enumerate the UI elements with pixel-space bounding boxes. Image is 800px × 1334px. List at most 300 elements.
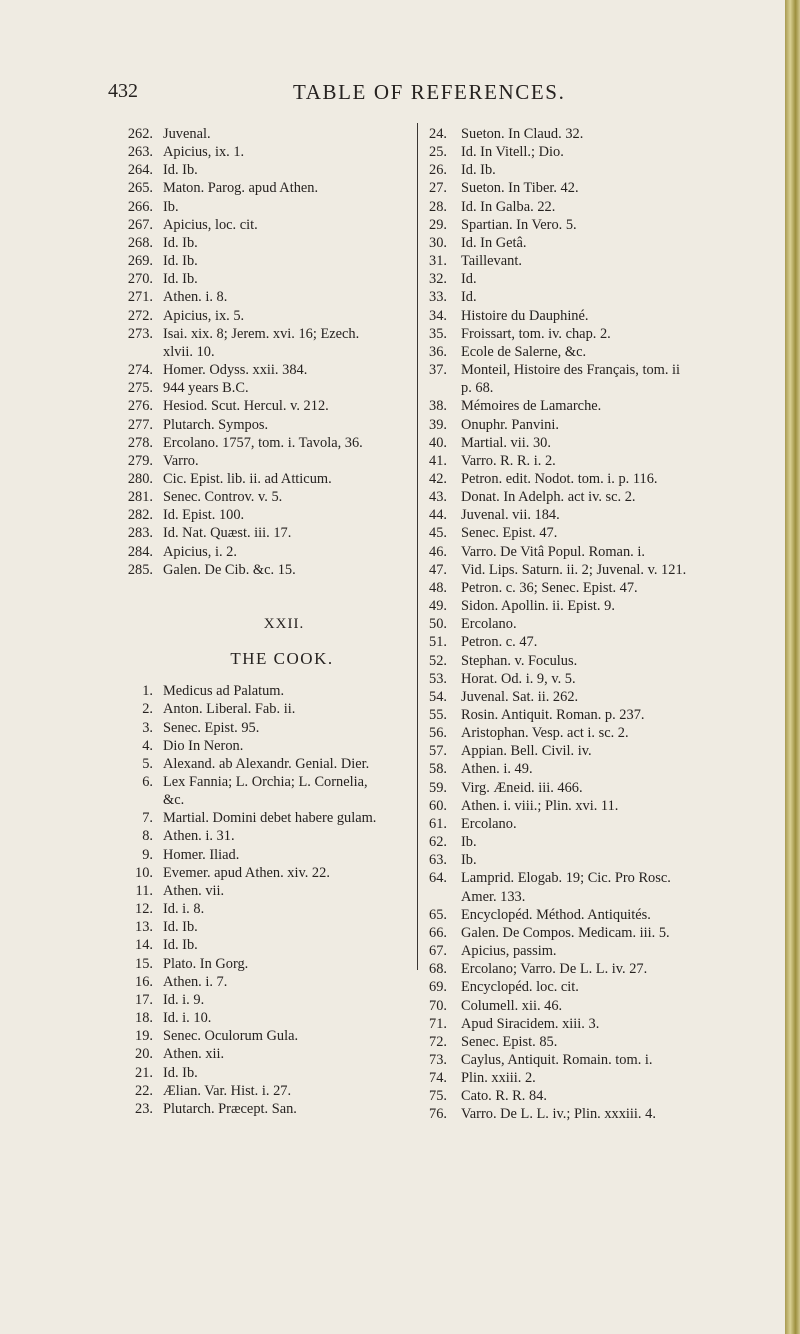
reference-number: 29. (429, 216, 447, 233)
page-number: 432 (108, 80, 138, 102)
reference-number: 3. (142, 719, 153, 736)
reference-text: Virg. Æneid. iii. 466. (461, 779, 583, 796)
reference-entry (425, 288, 780, 306)
reference-text: Senec. Controv. v. 5. (163, 489, 283, 506)
reference-number: 41. (429, 452, 447, 469)
reference-number: 76. (429, 1106, 447, 1123)
reference-text: Id. (461, 289, 477, 306)
reference-number: 27. (429, 180, 447, 197)
reference-text: Stephan. v. Foculus. (461, 652, 578, 669)
reference-entry (114, 488, 414, 506)
reference-number: 269. (127, 253, 153, 270)
reference-text: Martial. Domini debet habere gulam. (163, 810, 377, 827)
reference-number: 22. (135, 1082, 153, 1099)
reference-number: 276. (127, 398, 153, 415)
reference-number: 14. (135, 937, 153, 954)
reference-text: Id. Nat. Quæst. iii. 17. (163, 525, 292, 542)
reference-entry (425, 742, 780, 760)
reference-text: Ib. (461, 834, 477, 851)
reference-text: Vid. Lips. Saturn. ii. 2; Juvenal. v. 121. (461, 561, 687, 578)
reference-number: 50. (429, 616, 447, 633)
reference-number: 15. (135, 955, 153, 972)
reference-entry (425, 724, 780, 742)
reference-text: Appian. Bell. Civil. iv. (461, 743, 592, 760)
reference-number: 9. (142, 846, 153, 863)
reference-text: Hesiod. Scut. Hercul. v. 212. (163, 398, 329, 415)
reference-number: 274. (127, 362, 153, 379)
reference-text: Caylus, Antiquit. Romain. tom. i. (461, 1051, 653, 1068)
reference-number: 277. (127, 416, 153, 433)
reference-text: Evemer. apud Athen. xiv. 22. (163, 864, 330, 881)
reference-number: 48. (429, 579, 447, 596)
reference-number: 36. (429, 343, 447, 360)
reference-text: Senec. Epist. 47. (461, 525, 558, 542)
reference-text: Histoire du Dauphiné. (461, 307, 589, 324)
reference-entry (425, 125, 780, 143)
reference-entry (425, 270, 780, 288)
reference-entry (425, 760, 780, 778)
reference-text: Ælian. Var. Hist. i. 27. (163, 1082, 292, 1099)
reference-entry (425, 343, 780, 361)
section-number: XXII. (263, 615, 305, 632)
reference-entry (114, 682, 414, 700)
reference-number: 279. (127, 452, 153, 469)
reference-entry (425, 506, 780, 524)
reference-text: Id. In Vitell.; Dio. (461, 144, 564, 161)
reference-number: 7. (142, 810, 153, 827)
reference-number: 271. (127, 289, 153, 306)
reference-text: Homer. Odyss. xxii. 384. (163, 362, 308, 379)
reference-text: Senec. Epist. 85. (461, 1033, 558, 1050)
reference-text-continued: &c. (163, 792, 185, 809)
section-title: THE COOK. (230, 649, 334, 669)
reference-number: 49. (429, 598, 447, 615)
reference-text: Athen. vii. (163, 882, 225, 899)
reference-entry (425, 851, 780, 869)
reference-entry (425, 161, 780, 179)
reference-text: Apicius, passim. (461, 943, 557, 960)
reference-text: Apicius, ix. 1. (163, 144, 245, 161)
reference-number: 265. (127, 180, 153, 197)
reference-entry (114, 161, 414, 179)
reference-entry (114, 379, 414, 397)
reference-text: Donat. In Adelph. act iv. sc. 2. (461, 489, 636, 506)
reference-text: Athen. i. 31. (163, 828, 235, 845)
reference-number: 263. (127, 144, 153, 161)
reference-entry (425, 524, 780, 542)
reference-text: Apud Siracidem. xiii. 3. (461, 1015, 600, 1032)
reference-number: 44. (429, 507, 447, 524)
reference-number: 17. (135, 991, 153, 1008)
reference-entry (425, 234, 780, 252)
reference-number: 28. (429, 198, 447, 215)
reference-number: 25. (429, 144, 447, 161)
reference-number: 46. (429, 543, 447, 560)
reference-number: 26. (429, 162, 447, 179)
reference-entry (425, 434, 780, 452)
reference-number: 61. (429, 815, 447, 832)
reference-entry (114, 543, 414, 561)
reference-text: Id. (461, 271, 477, 288)
reference-number: 38. (429, 398, 447, 415)
reference-text: Juvenal. Sat. ii. 262. (461, 688, 579, 705)
reference-number: 34. (429, 307, 447, 324)
reference-number: 67. (429, 943, 447, 960)
reference-number: 74. (429, 1070, 447, 1087)
reference-entry (425, 1051, 780, 1069)
reference-entry (425, 633, 780, 651)
reference-number: 13. (135, 919, 153, 936)
reference-entry (425, 652, 780, 670)
reference-number: 266. (127, 198, 153, 215)
reference-entry (114, 1027, 414, 1045)
reference-text: Lex Fannia; L. Orchia; L. Cornelia, (163, 774, 368, 790)
reference-text: Galen. De Cib. &c. 15. (163, 561, 296, 578)
reference-entry (425, 779, 780, 797)
reference-list-bottom (114, 682, 414, 1118)
reference-entry (114, 288, 414, 306)
reference-number: 66. (429, 924, 447, 941)
reference-number: 42. (429, 470, 447, 487)
reference-text: Id. Ib. (163, 1064, 198, 1081)
reference-entry (114, 991, 414, 1009)
reference-text: Lamprid. Elogab. 19; Cic. Pro Rosc. (461, 870, 671, 887)
reference-text: Dio In Neron. (163, 737, 244, 754)
reference-entry (114, 737, 414, 755)
reference-number: 16. (135, 973, 153, 990)
reference-number: 39. (429, 416, 447, 433)
reference-entry (114, 452, 414, 470)
reference-text: Anton. Liberal. Fab. ii. (163, 701, 296, 718)
reference-entry (114, 470, 414, 488)
reference-text: Juvenal. vii. 184. (461, 507, 560, 524)
reference-text: Athen. i. 7. (163, 973, 228, 990)
reference-entry (114, 918, 414, 936)
reference-text: Apicius, i. 2. (163, 543, 237, 560)
reference-entry (114, 955, 414, 973)
reference-entry (425, 216, 780, 234)
reference-entry (425, 670, 780, 688)
reference-entry (425, 597, 780, 615)
reference-entry (114, 973, 414, 991)
reference-number: 47. (429, 561, 447, 578)
page-edge (785, 0, 800, 1334)
reference-text: Ib. (461, 852, 477, 869)
reference-number: 64. (429, 870, 447, 887)
reference-entry (114, 773, 414, 809)
reference-entry (114, 1009, 414, 1027)
reference-entry (425, 906, 780, 924)
reference-number: 278. (127, 434, 153, 451)
reference-text: Mémoires de Lamarche. (461, 398, 602, 415)
reference-text: Juvenal. (163, 126, 211, 142)
reference-number: 268. (127, 234, 153, 251)
reference-number: 57. (429, 743, 447, 760)
reference-text: Varro. De L. L. iv.; Plin. xxxiii. 4. (461, 1106, 656, 1123)
reference-text: Ecole de Salerne, &c. (461, 343, 587, 360)
reference-text: Id. Ib. (163, 919, 198, 936)
reference-text: Petron. edit. Nodot. tom. i. p. 116. (461, 470, 658, 487)
reference-number: 18. (135, 1010, 153, 1027)
reference-text: Medicus ad Palatum. (163, 683, 285, 700)
reference-entry (114, 416, 414, 434)
reference-entry (425, 397, 780, 415)
reference-entry (114, 561, 414, 579)
reference-number: 60. (429, 797, 447, 814)
page-title: TABLE OF REFERENCES. (293, 80, 566, 104)
reference-text: Maton. Parog. apud Athen. (163, 180, 319, 197)
reference-text: Id. Ib. (163, 234, 198, 251)
reference-number: 43. (429, 489, 447, 506)
reference-entry (114, 325, 414, 361)
reference-number: 284. (127, 543, 153, 560)
reference-entry (425, 452, 780, 470)
reference-text: Varro. (163, 452, 199, 469)
reference-number: 272. (127, 307, 153, 324)
reference-text: Id. Ib. (163, 253, 198, 270)
reference-entry (425, 942, 780, 960)
reference-text: Plin. xxiii. 2. (461, 1070, 536, 1087)
reference-text: Martial. vii. 30. (461, 434, 551, 451)
reference-text: Homer. Iliad. (163, 846, 240, 863)
reference-text: Petron. c. 47. (461, 634, 538, 651)
reference-entry (425, 579, 780, 597)
reference-entry (114, 864, 414, 882)
reference-number: 270. (127, 271, 153, 288)
reference-text: Onuphr. Panvini. (461, 416, 559, 433)
reference-entry (425, 833, 780, 851)
reference-text: Columell. xii. 46. (461, 997, 563, 1014)
reference-entry (114, 827, 414, 845)
reference-entry (114, 524, 414, 542)
reference-text: Aristophan. Vesp. act i. sc. 2. (461, 725, 629, 742)
reference-text: Petron. c. 36; Senec. Epist. 47. (461, 579, 638, 596)
reference-entry (425, 470, 780, 488)
reference-number: 280. (127, 470, 153, 487)
reference-text: Id. Ib. (163, 937, 198, 954)
reference-entry (425, 179, 780, 197)
reference-text: Athen. i. 8. (163, 289, 228, 306)
reference-number: 267. (127, 216, 153, 233)
reference-entry (114, 179, 414, 197)
reference-entry (425, 924, 780, 942)
reference-text: Isai. xix. 8; Jerem. xvi. 16; Ezech. (163, 325, 360, 342)
reference-number: 19. (135, 1028, 153, 1045)
reference-text: Monteil, Histoire des Français, tom. ii (461, 362, 681, 379)
reference-number: 20. (135, 1046, 153, 1063)
reference-text: Senec. Epist. 95. (163, 719, 260, 736)
reference-number: 21. (135, 1064, 153, 1081)
page-header (0, 80, 785, 110)
reference-list-top (114, 125, 414, 579)
reference-number: 70. (429, 997, 447, 1014)
reference-text: Id. i. 10. (163, 1010, 212, 1027)
reference-text-continued: Amer. 133. (461, 888, 526, 905)
reference-entry (425, 543, 780, 561)
reference-text: Ercolano. (461, 815, 517, 832)
reference-text: Plutarch. Sympos. (163, 416, 269, 433)
reference-entry (114, 700, 414, 718)
reference-number: 285. (127, 561, 153, 578)
reference-entry (425, 325, 780, 343)
reference-number: 282. (127, 507, 153, 524)
reference-number: 53. (429, 670, 447, 687)
reference-number: 51. (429, 634, 447, 651)
reference-text: Plato. In Gorg. (163, 955, 249, 972)
reference-text: 944 years B.C. (163, 380, 249, 397)
reference-number: 6. (142, 774, 153, 790)
reference-entry (425, 797, 780, 815)
reference-number: 275. (127, 380, 153, 397)
reference-entry (425, 1033, 780, 1051)
reference-number: 69. (429, 979, 447, 996)
reference-text: Ib. (163, 198, 179, 215)
reference-text: Id. Ib. (461, 162, 496, 179)
reference-number: 12. (135, 901, 153, 918)
reference-text: Encyclopéd. loc. cit. (461, 979, 579, 996)
reference-text: Horat. Od. i. 9, v. 5. (461, 670, 576, 687)
reference-text-continued: p. 68. (461, 380, 494, 397)
reference-number: 33. (429, 289, 447, 306)
reference-text: Cic. Epist. lib. ii. ad Atticum. (163, 470, 332, 487)
reference-number: 30. (429, 234, 447, 251)
reference-text-continued: xlvii. 10. (163, 343, 215, 360)
reference-text: Rosin. Antiquit. Roman. p. 237. (461, 707, 645, 723)
reference-number: 40. (429, 434, 447, 451)
reference-text: Sueton. In Tiber. 42. (461, 180, 579, 197)
reference-number: 73. (429, 1051, 447, 1068)
reference-text: Id. Ib. (163, 271, 198, 288)
reference-text: Id. i. 9. (163, 991, 205, 1008)
reference-text: Senec. Oculorum Gula. (163, 1028, 299, 1045)
reference-number: 1. (142, 683, 153, 700)
reference-entry (425, 143, 780, 161)
reference-list-right (425, 125, 780, 1124)
reference-entry (114, 719, 414, 737)
left-column (114, 125, 414, 1118)
reference-entry (425, 706, 780, 724)
reference-entry (114, 397, 414, 415)
reference-number: 55. (429, 707, 447, 723)
reference-text: Apicius, loc. cit. (163, 216, 258, 233)
reference-entry (425, 198, 780, 216)
reference-number: 283. (127, 525, 153, 542)
reference-number: 32. (429, 271, 447, 288)
reference-entry (114, 846, 414, 864)
reference-number: 65. (429, 906, 447, 923)
reference-entry (114, 198, 414, 216)
reference-text: Id. i. 8. (163, 901, 205, 918)
reference-number: 264. (127, 162, 153, 179)
reference-text: Varro. R. R. i. 2. (461, 452, 556, 469)
reference-entry (114, 361, 414, 379)
reference-text: Ercolano. (461, 616, 517, 633)
reference-entry (425, 1015, 780, 1033)
reference-number: 75. (429, 1088, 447, 1105)
reference-entry (425, 561, 780, 579)
reference-number: 10. (135, 864, 153, 881)
reference-entry (425, 1105, 780, 1123)
reference-number: 71. (429, 1015, 447, 1032)
reference-entry (114, 755, 414, 773)
reference-number: 54. (429, 688, 447, 705)
reference-number: 11. (135, 882, 153, 899)
reference-number: 59. (429, 779, 447, 796)
reference-number: 37. (429, 362, 447, 379)
reference-text: Spartian. In Vero. 5. (461, 216, 577, 233)
reference-entry (114, 434, 414, 452)
reference-text: Cato. R. R. 84. (461, 1088, 547, 1105)
reference-number: 2. (142, 701, 153, 718)
reference-entry (425, 488, 780, 506)
reference-entry (425, 815, 780, 833)
reference-entry (425, 997, 780, 1015)
reference-text: Alexand. ab Alexandr. Genial. Dier. (163, 755, 370, 772)
reference-number: 24. (429, 126, 447, 142)
reference-entry (425, 869, 780, 905)
reference-entry (114, 882, 414, 900)
reference-entry (425, 978, 780, 996)
reference-text: Encyclopéd. Méthod. Antiquités. (461, 906, 651, 923)
reference-text: Ercolano; Varro. De L. L. iv. 27. (461, 961, 648, 978)
reference-text: Athen. i. viii.; Plin. xvi. 11. (461, 797, 619, 814)
reference-number: 45. (429, 525, 447, 542)
reference-number: 68. (429, 961, 447, 978)
reference-entry (425, 1087, 780, 1105)
reference-entry (114, 1045, 414, 1063)
right-column (417, 123, 780, 1123)
reference-entry (114, 143, 414, 161)
reference-number: 281. (127, 489, 153, 506)
reference-number: 8. (142, 828, 153, 845)
reference-text: Athen. xii. (163, 1046, 225, 1063)
reference-entry (114, 307, 414, 325)
reference-entry (114, 270, 414, 288)
reference-entry (114, 936, 414, 954)
reference-number: 62. (429, 834, 447, 851)
reference-number: 58. (429, 761, 447, 778)
reference-entry (425, 252, 780, 270)
reference-number: 23. (135, 1100, 153, 1117)
reference-text: Apicius, ix. 5. (163, 307, 245, 324)
reference-text: Froissart, tom. iv. chap. 2. (461, 325, 611, 342)
reference-text: Varro. De Vitâ Popul. Roman. i. (461, 543, 645, 560)
reference-entry (114, 1064, 414, 1082)
reference-number: 262. (127, 126, 153, 142)
reference-text: Id. In Galba. 22. (461, 198, 556, 215)
reference-entry (114, 125, 414, 143)
reference-text: Sueton. In Claud. 32. (461, 126, 584, 142)
reference-entry (114, 252, 414, 270)
reference-entry (425, 688, 780, 706)
reference-number: 4. (142, 737, 153, 754)
reference-text: Plutarch. Præcept. San. (163, 1100, 297, 1117)
reference-number: 31. (429, 253, 447, 270)
reference-entry (425, 1069, 780, 1087)
reference-text: Id. In Getâ. (461, 234, 527, 251)
reference-entry (425, 307, 780, 325)
reference-number: 72. (429, 1033, 447, 1050)
reference-number: 35. (429, 325, 447, 342)
reference-entry (114, 1100, 414, 1118)
reference-entry (114, 809, 414, 827)
reference-text: Galen. De Compos. Medicam. iii. 5. (461, 924, 670, 941)
reference-entry (425, 361, 780, 397)
reference-entry (425, 615, 780, 633)
reference-entry (114, 216, 414, 234)
reference-text: Ercolano. 1757, tom. i. Tavola, 36. (163, 434, 363, 451)
reference-entry (114, 234, 414, 252)
